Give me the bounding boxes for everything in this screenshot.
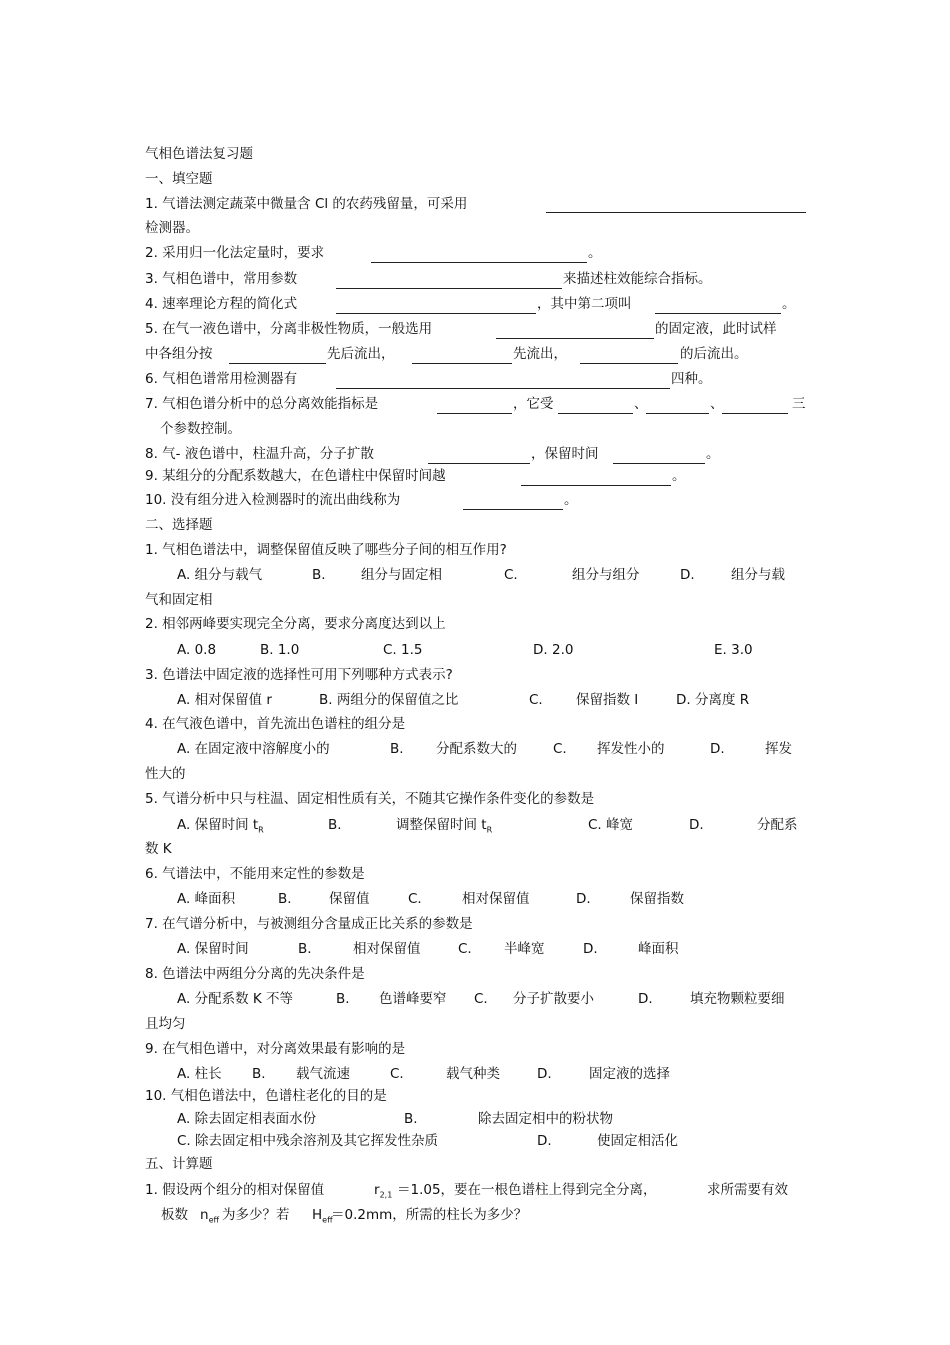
fill-q4-mid: ，其中第二项叫 — [537, 296, 632, 312]
choice-q8-option-d-cont: 且均匀 — [145, 1016, 186, 1032]
choice-q6-option-b-letter[interactable]: B. — [278, 891, 292, 907]
choice-q9-option-d-letter[interactable]: D. — [537, 1066, 552, 1082]
choice-q2-option-b[interactable]: B. 1.0 — [260, 642, 300, 658]
choice-q8-option-c[interactable]: 分子扩散要小 — [513, 991, 594, 1007]
fill-q5-text-4: 先后流出， — [327, 346, 395, 362]
fill-q9-end: 。 — [672, 468, 686, 484]
choice-q2-option-e[interactable]: E. 3.0 — [714, 642, 753, 658]
fill-q3-text: 3. 气相色谱中，常用参数 — [145, 271, 298, 287]
calc-q1-text-4: 板数 — [161, 1207, 188, 1223]
choice-q10-text: 10. 气相色谱法中，色谱柱老化的目的是 — [145, 1088, 387, 1104]
choice-q3-option-d[interactable]: D. 分离度 R — [676, 692, 750, 708]
choice-q5-option-b[interactable] — [396, 816, 492, 840]
choice-q10-option-b[interactable]: 除去固定相中的粉状物 — [478, 1111, 613, 1127]
calc-q1-text: 1. 假设两个组分的相对保留值 — [145, 1182, 325, 1198]
choice-q1-option-c-letter[interactable]: C. — [504, 567, 518, 583]
choice-q4-option-d-cont: 性大的 — [145, 766, 186, 782]
fill-q5-text-2: 的固定液，此时试样 — [655, 321, 777, 337]
calc-q1-h-subscript: eff — [322, 1215, 333, 1225]
fill-q5-blank-4[interactable] — [580, 363, 678, 364]
choice-q4-option-b[interactable]: 分配系数大的 — [436, 741, 517, 757]
choice-q7-text: 7. 在气谱分析中，与被测组分含量成正比关系的参数是 — [145, 916, 473, 932]
fill-q1-blank[interactable] — [546, 212, 806, 213]
calc-q1-text-5: 为多少？若 — [222, 1207, 290, 1223]
choice-q6-option-a[interactable]: A. 峰面积 — [177, 891, 236, 907]
choice-q9-option-b[interactable]: 载气流速 — [296, 1066, 350, 1082]
choice-q10-option-a[interactable]: A. 除去固定相表面水份 — [177, 1111, 317, 1127]
fill-q5-text-3: 中各组分按 — [145, 346, 213, 362]
choice-q7-option-c[interactable]: 半峰宽 — [504, 941, 545, 957]
choice-q7-option-d[interactable]: 峰面积 — [638, 941, 679, 957]
fill-q4-end: 。 — [782, 296, 796, 312]
fill-q7-blank-4[interactable] — [722, 413, 788, 414]
fill-q8-text: 8. 气- 液色谱中，柱温升高，分子扩散 — [145, 446, 374, 462]
choice-q7-option-b[interactable]: 相对保留值 — [353, 941, 421, 957]
fill-q6-blank[interactable] — [336, 388, 670, 389]
choice-q3-option-c-letter[interactable]: C. — [529, 692, 543, 708]
choice-q5-text: 5. 气谱分析中只与柱温、固定相性质有关，不随其它操作条件变化的参数是 — [145, 791, 595, 807]
choice-q2-option-a[interactable]: A. 0.8 — [177, 642, 217, 658]
choice-q6-text: 6. 气谱法中，不能用来定性的参数是 — [145, 866, 365, 882]
calc-q1-text-2: ＝1.05，要在一根色谱柱上得到完全分离， — [397, 1182, 657, 1198]
choice-q8-option-a[interactable]: A. 分配系数 K 不等 — [177, 991, 294, 1007]
choice-q1-option-a[interactable]: A. 组分与载气 — [177, 567, 263, 583]
fill-q6-text: 6. 气相色谱常用检测器有 — [145, 371, 298, 387]
choice-q5-option-a-subscript: R — [258, 825, 264, 835]
choice-q9-text: 9. 在气相色谱中，对分离效果最有影响的是 — [145, 1041, 406, 1057]
choice-q7-option-a[interactable]: A. 保留时间 — [177, 941, 249, 957]
choice-q6-option-c[interactable]: 相对保留值 — [462, 891, 530, 907]
choice-q4-option-b-letter[interactable]: B. — [390, 741, 404, 757]
fill-q8-mid: ，保留时间 — [531, 446, 599, 462]
fill-q9-blank[interactable] — [521, 485, 671, 486]
choice-q9-option-b-letter[interactable]: B. — [252, 1066, 266, 1082]
fill-q7-sep-2: 、 — [710, 396, 724, 412]
choice-q5-option-a[interactable] — [177, 816, 264, 840]
fill-q4-blank-1[interactable] — [336, 313, 536, 314]
fill-q7-sep-1: 、 — [634, 396, 648, 412]
fill-q4-blank-2[interactable] — [655, 313, 781, 314]
choice-q10-option-b-letter[interactable]: B. — [404, 1111, 418, 1127]
calc-q1-text-6: ＝0.2mm，所需的柱长为多少？ — [331, 1207, 528, 1223]
calc-q1-h-symbol — [312, 1206, 333, 1230]
choice-q4-option-d[interactable]: 挥发 — [765, 741, 792, 757]
calc-q1-h-letter: H — [312, 1207, 323, 1223]
choice-q3-option-c[interactable]: 保留指数 I — [576, 692, 639, 708]
choice-q7-option-d-letter[interactable]: D. — [583, 941, 598, 957]
section-heading-calculation: 五、计算题 — [145, 1156, 213, 1172]
fill-q7-blank-1[interactable] — [437, 413, 512, 414]
calc-q1-n-subscript: eff — [208, 1215, 219, 1225]
choice-q5-option-b-letter[interactable]: B. — [328, 817, 342, 833]
choice-q4-option-c-letter[interactable]: C. — [553, 741, 567, 757]
choice-q4-text: 4. 在气液色谱中，首先流出色谱柱的组分是 — [145, 716, 406, 732]
choice-q2-text: 2. 相邻两峰要实现完全分离，要求分离度达到以上 — [145, 616, 446, 632]
fill-q7-text: 7. 气相色谱分析中的总分离效能指标是 — [145, 396, 379, 412]
fill-q4-text: 4. 速率理论方程的简化式 — [145, 296, 298, 312]
choice-q3-text: 3. 色谱法中固定液的选择性可用下列哪种方式表示? — [145, 667, 453, 683]
choice-q2-option-c[interactable]: C. 1.5 — [383, 642, 423, 658]
choice-q9-option-c[interactable]: 载气种类 — [446, 1066, 500, 1082]
fill-q1-text-end: 检测器。 — [145, 220, 199, 236]
choice-q3-option-b[interactable]: B. 两组分的保留值之比 — [319, 692, 459, 708]
choice-q10-option-d-letter[interactable]: D. — [537, 1133, 552, 1149]
choice-q1-option-d-cont: 气和固定相 — [145, 592, 213, 608]
fill-q10-text: 10. 没有组分进入检测器时的流出曲线称为 — [145, 492, 401, 508]
page-title: 气相色谱法复习题 — [145, 146, 253, 162]
fill-q2-end: 。 — [588, 245, 602, 261]
choice-q6-option-d[interactable]: 保留指数 — [630, 891, 684, 907]
choice-q2-option-d[interactable]: D. 2.0 — [533, 642, 574, 658]
fill-q7-blank-3[interactable] — [646, 413, 709, 414]
fill-q5-text-6: 的后流出。 — [680, 346, 748, 362]
fill-q2-blank[interactable] — [371, 262, 587, 263]
fill-q9-text: 9. 某组分的分配系数越大，在色谱柱中保留时间越 — [145, 468, 446, 484]
fill-q5-blank-3[interactable] — [412, 363, 512, 364]
choice-q1-option-c[interactable]: 组分与组分 — [572, 567, 640, 583]
choice-q8-text: 8. 色谱法中两组分分离的先决条件是 — [145, 966, 365, 982]
choice-q9-option-c-letter[interactable]: C. — [390, 1066, 404, 1082]
calc-q1-r-subscript: 2,1 — [379, 1190, 393, 1200]
calc-q1-n-letter: n — [200, 1207, 209, 1223]
choice-q1-option-d[interactable]: 组分与载 — [731, 567, 785, 583]
fill-q5-blank-1[interactable] — [496, 338, 654, 339]
fill-q7-text-4: 个参数控制。 — [160, 421, 241, 437]
choice-q5-option-a-label: A. 保留时间 t — [177, 817, 259, 833]
choice-q9-option-d[interactable]: 固定液的选择 — [589, 1066, 670, 1082]
choice-q6-option-c-letter[interactable]: C. — [408, 891, 422, 907]
calc-q1-r-symbol — [374, 1181, 392, 1205]
fill-q8-end: 。 — [706, 446, 720, 462]
choice-q10-option-d[interactable]: 使固定相活化 — [597, 1133, 678, 1149]
fill-q7-text-3: 三 — [792, 396, 806, 412]
fill-q8-blank-1[interactable] — [428, 463, 530, 464]
fill-q7-blank-2[interactable] — [558, 413, 633, 414]
choice-q10-option-c[interactable]: C. 除去固定相中残余溶剂及其它挥发性杂质 — [177, 1133, 439, 1149]
calc-q1-r-letter: r — [374, 1182, 380, 1198]
choice-q1-text: 1. 气相色谱法中，调整保留值反映了哪些分子间的相互作用? — [145, 542, 507, 558]
choice-q1-option-b[interactable]: 组分与固定相 — [361, 567, 442, 583]
choice-q3-option-a[interactable]: A. 相对保留值 r — [177, 692, 272, 708]
choice-q5-option-c[interactable]: C. 峰宽 — [588, 817, 634, 833]
choice-q7-option-c-letter[interactable]: C. — [458, 941, 472, 957]
fill-q10-end: 。 — [564, 492, 578, 508]
choice-q4-option-a[interactable]: A. 在固定液中溶解度小的 — [177, 741, 330, 757]
choice-q4-option-d-letter[interactable]: D. — [710, 741, 725, 757]
choice-q1-option-d-letter[interactable]: D. — [680, 567, 695, 583]
choice-q8-option-c-letter[interactable]: C. — [474, 991, 488, 1007]
choice-q5-option-d-letter[interactable]: D. — [689, 817, 704, 833]
fill-q7-text-2: ，它受 — [513, 396, 554, 412]
choice-q8-option-d-letter[interactable]: D. — [638, 991, 653, 1007]
fill-q8-blank-2[interactable] — [613, 463, 705, 464]
fill-q2-text: 2. 采用归一化法定量时，要求 — [145, 245, 325, 261]
choice-q6-option-d-letter[interactable]: D. — [576, 891, 591, 907]
calc-q1-n-symbol — [200, 1206, 219, 1230]
calc-q1-text-3: 求所需要有效 — [707, 1182, 788, 1198]
fill-q5-text: 5. 在气一液色谱中，分离非极性物质，一般选用 — [145, 321, 433, 337]
fill-q6-end: 四种。 — [671, 371, 712, 387]
fill-q3-blank[interactable] — [336, 288, 562, 289]
choice-q7-option-b-letter[interactable]: B. — [298, 941, 312, 957]
fill-q10-blank[interactable] — [463, 509, 563, 510]
choice-q8-option-b[interactable]: 色谱峰要窄 — [379, 991, 447, 1007]
choice-q5-option-b-subscript: R — [486, 825, 493, 835]
choice-q8-option-d[interactable]: 填充物颗粒要细 — [690, 991, 785, 1007]
choice-q5-option-b-label: 调整保留时间 t — [396, 817, 487, 833]
section-heading-fill-blank: 一、填空题 — [145, 171, 213, 187]
choice-q8-option-b-letter[interactable]: B. — [336, 991, 350, 1007]
choice-q6-option-b[interactable]: 保留值 — [329, 891, 370, 907]
choice-q4-option-c[interactable]: 挥发性小的 — [597, 741, 665, 757]
fill-q1-text: 1. 气谱法测定蔬菜中微量含 Cl 的农药残留量，可采用 — [145, 196, 468, 212]
fill-q5-blank-2[interactable] — [229, 363, 326, 364]
choice-q5-option-d-cont: 数 K — [145, 841, 172, 857]
fill-q3-end: 来描述柱效能综合指标。 — [563, 271, 712, 287]
section-heading-choice: 二、选择题 — [145, 517, 213, 533]
choice-q5-option-d[interactable]: 分配系 — [757, 817, 798, 833]
fill-q5-text-5: 先流出， — [513, 346, 567, 362]
choice-q9-option-a[interactable]: A. 柱长 — [177, 1066, 222, 1082]
choice-q1-option-b-letter[interactable]: B. — [312, 567, 326, 583]
